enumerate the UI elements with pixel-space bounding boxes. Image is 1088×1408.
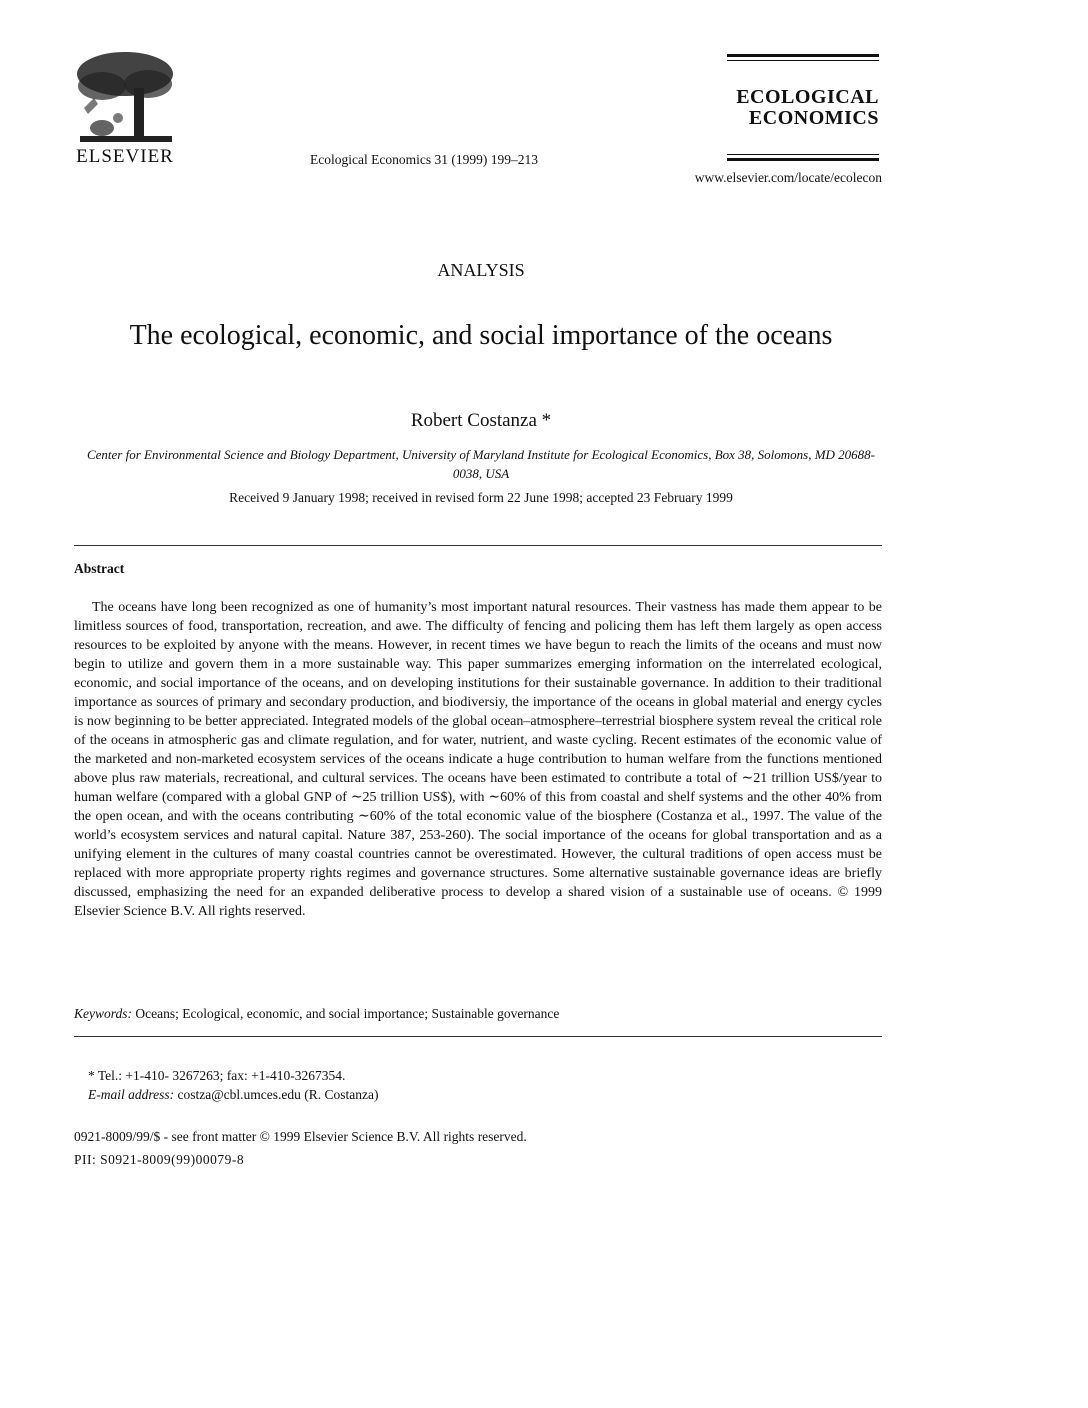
- author-name: Robert Costanza *: [410, 410, 552, 431]
- journal-title: [727, 87, 879, 129]
- author-affiliation: Center for Environmental Science and Biology Department, University of Maryland Institute for Ecological Economics, Box 38, Solomons, MD 20688-0038, USA: [86, 447, 876, 481]
- journal-rule: [727, 154, 879, 155]
- keywords-label: Keywords:: [74, 1006, 132, 1021]
- article-dates: Received 9 January 1998; received in revised form 22 June 1998; accepted 23 February 1999: [229, 490, 733, 505]
- journal-rule: [727, 54, 879, 57]
- email-label: E-mail address:: [88, 1087, 175, 1102]
- journal-url[interactable]: www.elsevier.com/locate/ecolecon: [694, 170, 882, 185]
- tree-icon: [72, 48, 178, 148]
- journal-citation: Ecological Economics 31 (1999) 199–213: [310, 152, 538, 167]
- section-label: ANALYSIS: [437, 260, 525, 280]
- journal-title-line2: ECONOMICS: [748, 107, 879, 129]
- journal-title-line1: ECOLOGICAL: [736, 86, 879, 108]
- divider: [74, 1036, 882, 1037]
- pii-identifier: PII: S0921-8009(99)00079-8: [74, 1152, 245, 1167]
- keywords-list: Oceans; Ecological, economic, and social importance; Sustainable governance: [135, 1006, 560, 1021]
- publisher-name: ELSEVIER: [76, 146, 174, 167]
- front-matter-notice: 0921-8009/99/$ - see front matter © 1999 Elsevier Science B.V. All rights reserved.: [74, 1129, 527, 1144]
- keywords: [74, 1006, 882, 1022]
- abstract-heading: Abstract: [74, 561, 125, 576]
- article-title: The ecological, economic, and social importance of the oceans: [129, 320, 833, 351]
- email-address[interactable]: costza@cbl.umces.edu (R. Costanza): [177, 1087, 379, 1102]
- journal-rule: [727, 158, 879, 161]
- abstract-text: The oceans have long been recognized as one of humanity’s most important natural resources. Their vastness has made them appear to be limitless sources of food, transportation, recreation, and awe. The difficulty of fencing and policing them has left them largely as open access resources to be exploited by anyone with the means. However, in recent times we have begun to reach the limits of the oceans and must now begin to utilize and govern them in a more sustainable way. This paper summarizes emerging information on the interrelated ecological, economic, and social importance of the oceans, and on developing institutions for their sustainable governance. In addition to their traditional importance as sources of primary and secondary production, and biodiversiy, the importance of the oceans in global material and energy cycles is now beginning to be better appreciated. Integrated models of the global ocean–atmosphere–terrestrial biosphere system reveal the critical role of the oceans in atmospheric gas and climate regulation, and for water, nutrient, and waste cycling. Recent estimates of the economic value of the marketed and non-marketed ecosystem services of the oceans indicate a huge contribution to human welfare from the functions mentioned above plus raw materials, recreational, and cultural services. The oceans have been estimated to contribute a total of ∼21 trillion US$/year to human welfare (compared with a global GNP of ∼25 trillion US$), with ∼60% of this from coastal and shelf systems and the other 40% from the open ocean, and with the oceans contributing ∼60% of the total economic value of the biosphere (Costanza et al., 1997. The value of the world’s ecosystem services and natural capital. Nature 387, 253-260). The social importance of the oceans for global transportation and as a unifying element in the cultures of many coastal countries cannot be overestimated. However, the cultural traditions of open access must be replaced with more appropriate property rights regimes and governance structures. Some alternative sustainable governance ideas are briefly discussed, emphasizing the need for an expanded deliberative process to develop a shared vision of a sustainable use of oceans. © 1999 Elsevier Science B.V. All rights reserved.: [74, 600, 882, 919]
- journal-rule: [727, 60, 879, 61]
- footnote-email: [88, 1087, 379, 1103]
- divider: [74, 545, 882, 546]
- footnote-contact: * Tel.: +1-410- 3267263; fax: +1-410-3267354.: [88, 1068, 346, 1083]
